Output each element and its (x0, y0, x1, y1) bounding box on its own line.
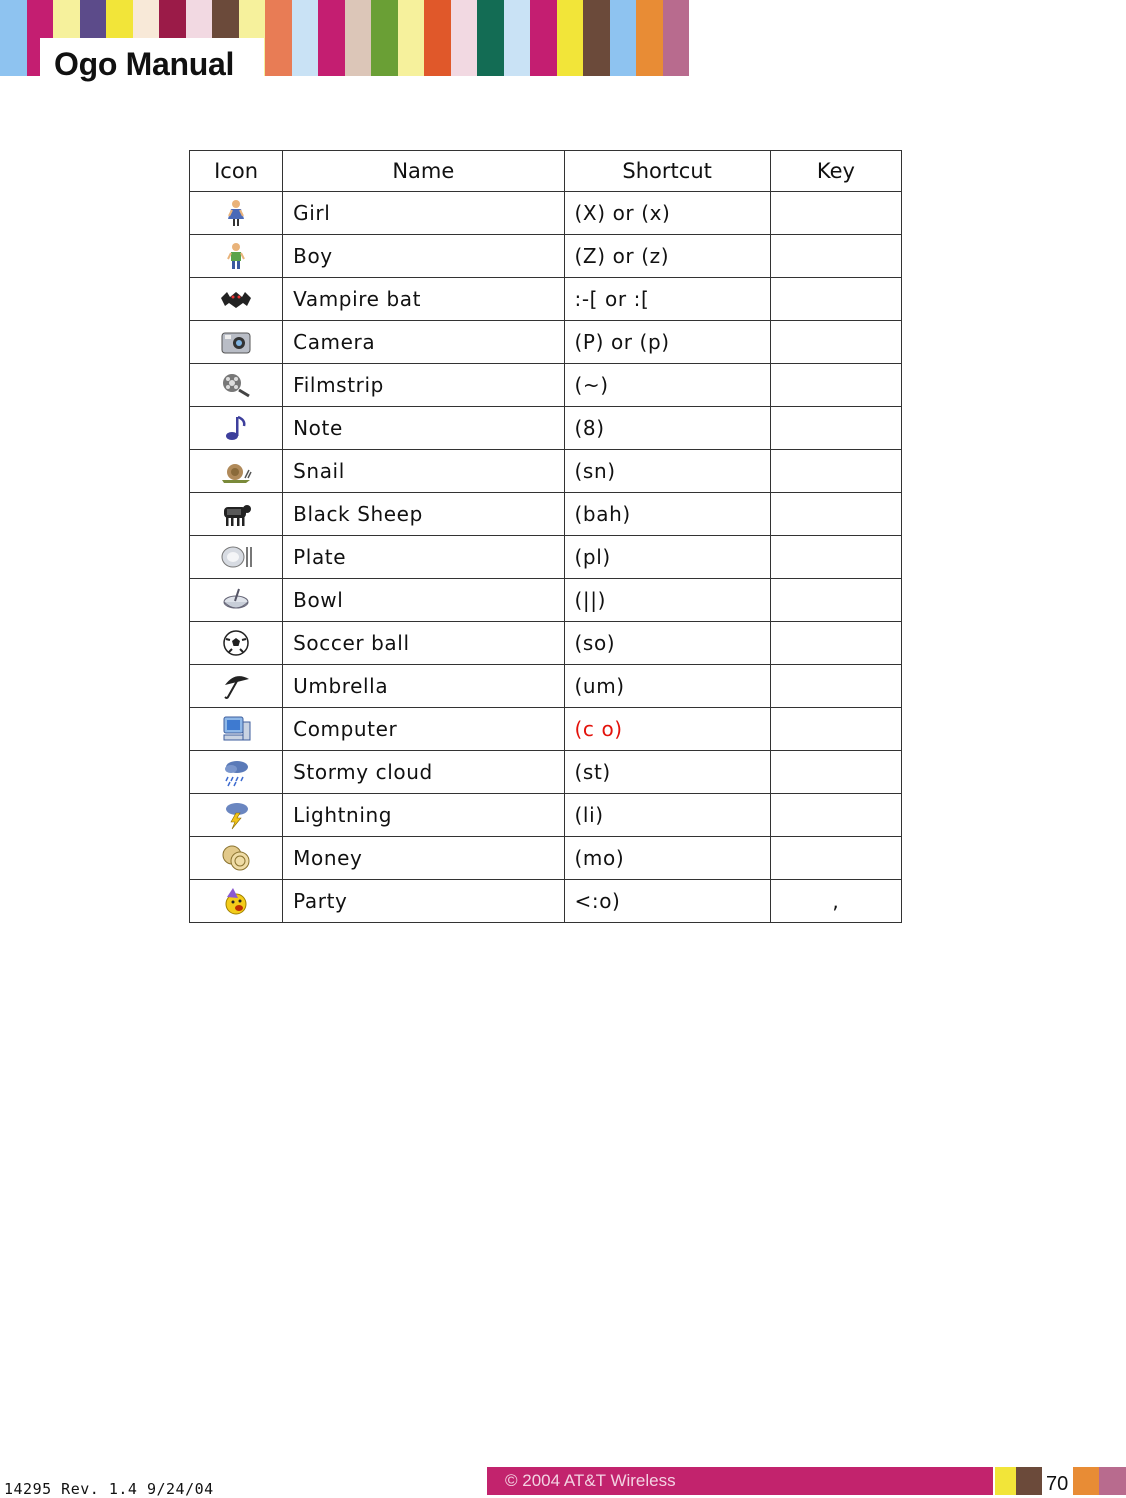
name-cell: Black Sheep (283, 493, 564, 536)
name-cell: Lightning (283, 794, 564, 837)
boy-icon (219, 241, 253, 271)
header-stripe (530, 0, 557, 76)
table-row (190, 880, 902, 923)
shortcut-cell: (bah) (564, 493, 770, 536)
key-cell (770, 493, 901, 536)
icon-cell (190, 880, 283, 923)
table-row (190, 794, 902, 837)
icon-cell (190, 579, 283, 622)
key-cell (770, 321, 901, 364)
table-row (190, 622, 902, 665)
icon-cell (190, 536, 283, 579)
icon-cell (190, 751, 283, 794)
header-stripe (345, 0, 372, 76)
key-cell (770, 708, 901, 751)
table-row (190, 493, 902, 536)
key-cell (770, 364, 901, 407)
icon-cell (190, 192, 283, 235)
table-row (190, 278, 902, 321)
shortcut-cell: (li) (564, 794, 770, 837)
header-stripe (477, 0, 504, 76)
key-cell (770, 407, 901, 450)
name-cell: Computer (283, 708, 564, 751)
table-row (190, 235, 902, 278)
page-title: Ogo Manual (54, 46, 235, 82)
table-row (190, 665, 902, 708)
page-number: 70 (1046, 1473, 1069, 1495)
shortcut-cell: <:o) (564, 880, 770, 923)
icon-cell (190, 665, 283, 708)
stormy-cloud-icon (219, 757, 253, 787)
shortcut-cell: (c o) (564, 708, 770, 751)
header-stripe (451, 0, 478, 76)
header-stripe (424, 0, 451, 76)
name-cell: Umbrella (283, 665, 564, 708)
footer-swatch-mauve (1099, 1467, 1126, 1495)
party-icon (219, 886, 253, 916)
table-row (190, 579, 902, 622)
shortcut-cell: (||) (564, 579, 770, 622)
table-row (190, 321, 902, 364)
table-header-row (190, 151, 902, 192)
header-stripe (557, 0, 584, 76)
footer-swatch-orange (1073, 1467, 1099, 1495)
header-key: Key (770, 151, 901, 192)
shortcut-cell: (Z) or (z) (564, 235, 770, 278)
shortcut-cell: (X) or (x) (564, 192, 770, 235)
icon-cell (190, 278, 283, 321)
table-row (190, 192, 902, 235)
header-stripe (663, 0, 690, 76)
lightning-icon (219, 800, 253, 830)
key-cell (770, 751, 901, 794)
icon-cell (190, 794, 283, 837)
snail-icon (219, 456, 253, 486)
name-cell: Money (283, 837, 564, 880)
name-cell: Plate (283, 536, 564, 579)
filmstrip-icon (219, 370, 253, 400)
icon-cell (190, 493, 283, 536)
header-stripe (636, 0, 663, 76)
header-stripe (504, 0, 531, 76)
shortcut-cell: (sn) (564, 450, 770, 493)
computer-icon (219, 714, 253, 744)
vampire-bat-icon (219, 284, 253, 314)
header-shortcut: Shortcut (564, 151, 770, 192)
icon-cell (190, 450, 283, 493)
header-name: Name (283, 151, 564, 192)
header-stripe (610, 0, 637, 76)
shortcut-cell: (so) (564, 622, 770, 665)
shortcut-cell: (8) (564, 407, 770, 450)
shortcut-cell: (P) or (p) (564, 321, 770, 364)
key-cell: , (770, 880, 901, 923)
icon-cell (190, 407, 283, 450)
header-stripe (0, 0, 27, 76)
shortcut-cell: (mo) (564, 837, 770, 880)
table-row (190, 708, 902, 751)
shortcut-cell: (st) (564, 751, 770, 794)
key-cell (770, 450, 901, 493)
emoticon-table (189, 150, 902, 923)
footer-swatch-brown (1016, 1467, 1042, 1495)
shortcut-cell: (~) (564, 364, 770, 407)
name-cell: Soccer ball (283, 622, 564, 665)
table-row (190, 751, 902, 794)
plate-icon (219, 542, 253, 572)
header-stripe (398, 0, 425, 76)
key-cell (770, 665, 901, 708)
camera-icon (219, 327, 253, 357)
header-icon: Icon (190, 151, 283, 192)
key-cell (770, 536, 901, 579)
header-stripe (292, 0, 319, 76)
soccer-ball-icon (219, 628, 253, 658)
shortcut-cell: (um) (564, 665, 770, 708)
money-icon (219, 843, 253, 873)
table-row (190, 536, 902, 579)
name-cell: Note (283, 407, 564, 450)
name-cell: Stormy cloud (283, 751, 564, 794)
icon-cell (190, 321, 283, 364)
header-stripe (583, 0, 610, 76)
shortcut-cell: :-[ or :[ (564, 278, 770, 321)
key-cell (770, 235, 901, 278)
icon-cell (190, 708, 283, 751)
name-cell: Camera (283, 321, 564, 364)
name-cell: Vampire bat (283, 278, 564, 321)
document-revision: 14295 Rev. 1.4 9/24/04 (4, 1480, 214, 1498)
name-cell: Party (283, 880, 564, 923)
icon-cell (190, 837, 283, 880)
key-cell (770, 192, 901, 235)
icon-cell (190, 235, 283, 278)
key-cell (770, 837, 901, 880)
footer-swatch-yellow (995, 1467, 1016, 1495)
copyright-text: © 2004 AT&T Wireless (505, 1471, 676, 1490)
table-row (190, 364, 902, 407)
key-cell (770, 622, 901, 665)
name-cell: Bowl (283, 579, 564, 622)
bowl-icon (219, 585, 253, 615)
name-cell: Girl (283, 192, 564, 235)
icon-cell (190, 364, 283, 407)
girl-icon (219, 198, 253, 228)
table-row (190, 407, 902, 450)
header-stripe (371, 0, 398, 76)
name-cell: Snail (283, 450, 564, 493)
name-cell: Boy (283, 235, 564, 278)
icon-cell (190, 622, 283, 665)
name-cell: Filmstrip (283, 364, 564, 407)
table-row (190, 450, 902, 493)
shortcut-cell: (pl) (564, 536, 770, 579)
header-stripe (318, 0, 345, 76)
table-row (190, 837, 902, 880)
note-icon (219, 413, 253, 443)
key-cell (770, 579, 901, 622)
key-cell (770, 278, 901, 321)
black-sheep-icon (219, 499, 253, 529)
header-stripe (265, 0, 292, 76)
umbrella-icon (219, 671, 253, 701)
key-cell (770, 794, 901, 837)
